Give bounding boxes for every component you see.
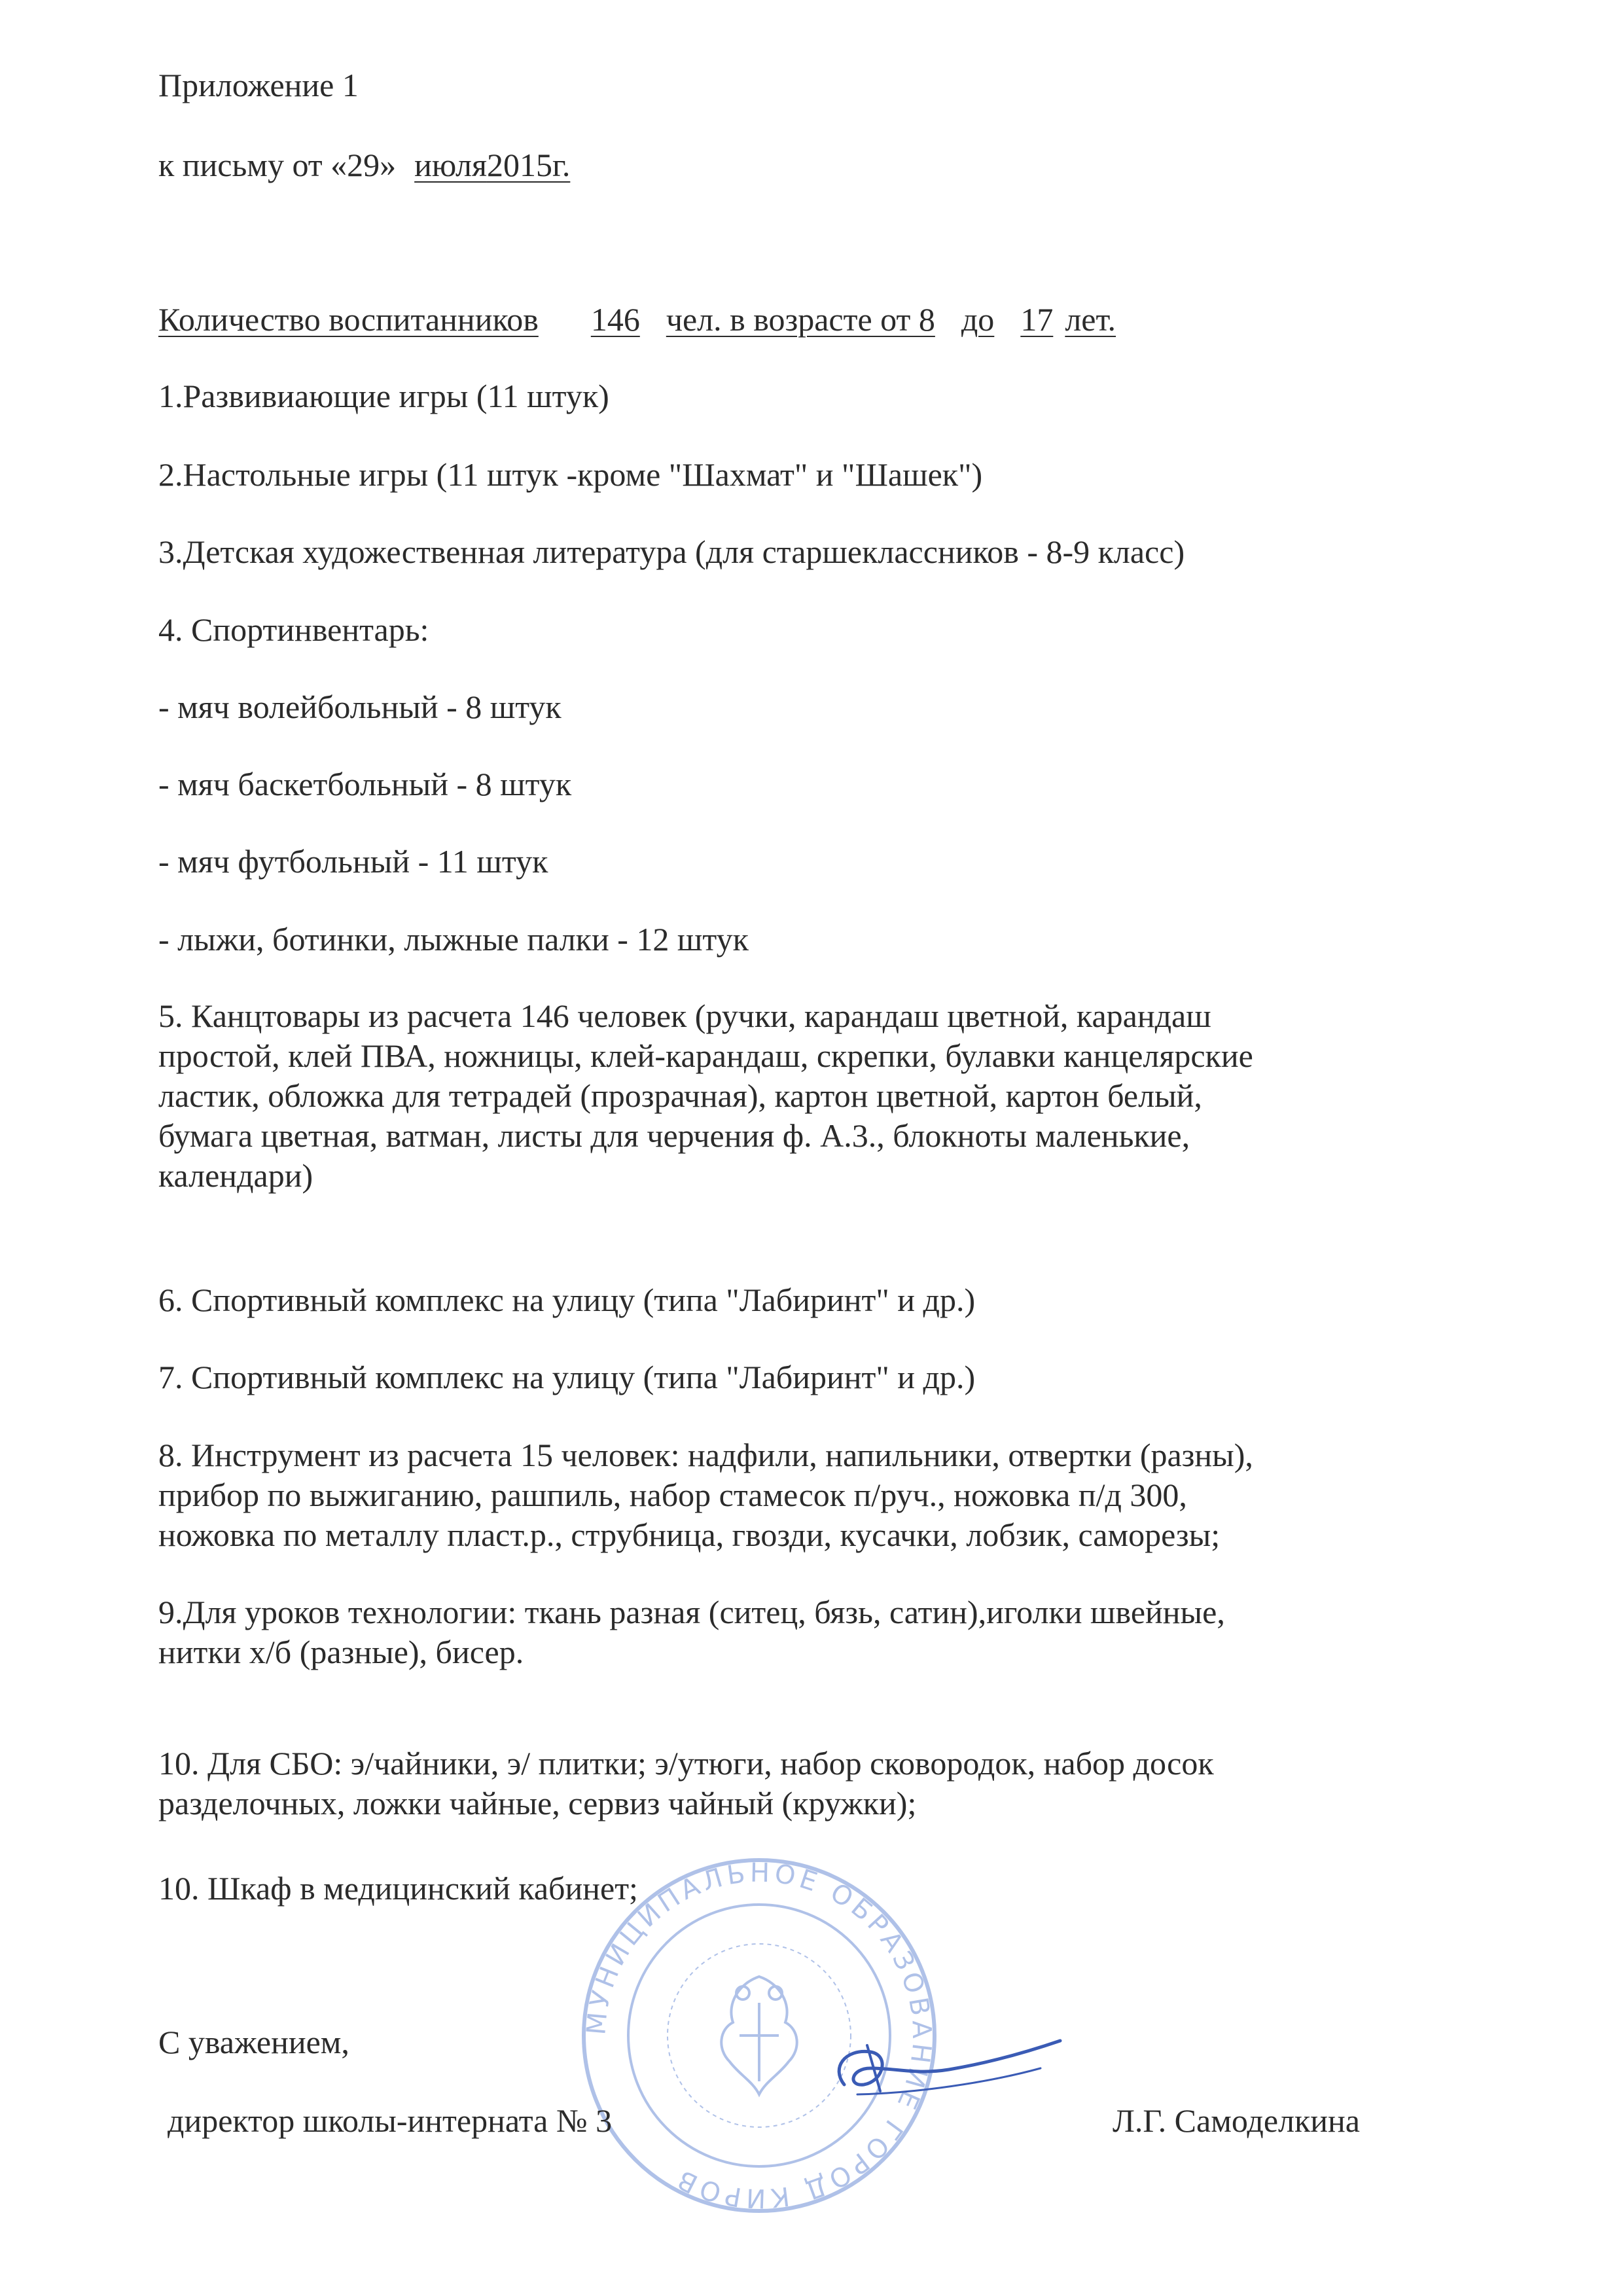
item5-line: простой, клей ПВА, ножницы, клей-карандаш, скрепки, булавки канцелярские xyxy=(158,1037,1253,1074)
letter-date-prefix: к письму от «29» xyxy=(158,147,397,183)
signer-name: Л.Г. Самоделкина xyxy=(1113,2102,1361,2139)
list-item: 2.Настольные игры (11 штук -кроме "Шахмат" и "Шашек") xyxy=(158,456,983,493)
item9-line: 9.Для уроков технологии: ткань разная (ситец, бязь, сатин),иголки швейные, xyxy=(158,1594,1225,1630)
item10a-line: разделочных, ложки чайные, сервиз чайный (кружки); xyxy=(158,1785,917,1821)
closing-regards: С уважением, xyxy=(158,2024,349,2060)
item5-line: 5. Канцтовары из расчета 146 человек (ручки, карандаш цветной, карандаш xyxy=(158,997,1211,1034)
item10a-line: 10. Для СБО: э/чайники, э/ плитки; э/утюги, набор сковородок, набор досок xyxy=(158,1745,1214,1782)
item8-line: прибор по выжиганию, рашпиль, набор стамесок п/руч., ножовка п/д 300, xyxy=(158,1477,1187,1513)
list-item: - мяч баскетбольный - 8 штук xyxy=(158,766,572,802)
pupils-unit: чел. в возрасте от 8 xyxy=(666,301,935,338)
list-item: 10. Шкаф в медицинский кабинет; xyxy=(158,1870,638,1907)
item5-line: бумага цветная, ватман, листы для черчения ф. А.3., блокноты маленькие, xyxy=(158,1117,1190,1154)
letter-date xyxy=(158,145,570,185)
pupils-count: 146 xyxy=(590,301,640,338)
handwritten-signature-icon xyxy=(818,2022,1067,2114)
item8-line: ножовка по металлу пласт.р., струбница, гвозди, кусачки, лобзик, саморезы; xyxy=(158,1516,1221,1553)
age-to: до xyxy=(961,301,995,338)
letter-date-year: 2015г. xyxy=(486,147,571,183)
appendix-title: Приложение 1 xyxy=(158,67,359,103)
coat-of-arms-icon xyxy=(721,1977,796,2094)
item5-line: календари) xyxy=(158,1157,313,1194)
age-max: 17 xyxy=(1020,301,1054,338)
list-item: - лыжи, ботинки, лыжные палки - 12 штук xyxy=(158,921,749,958)
signer-position: директор школы-интерната № 3 xyxy=(168,2102,613,2139)
pupils-label: Количество воспитанников xyxy=(158,301,539,338)
list-item: 1.Развивиающие игры (11 штук) xyxy=(158,378,609,414)
item8-line: 8. Инструмент из расчета 15 человек: надфили, напильники, отвертки (разны), xyxy=(158,1437,1253,1473)
stamp-text: МУНИЦИПАЛЬНОЕ ОБРАЗОВАНИЕ ГОРОД КИРОВ xyxy=(581,1857,937,2214)
list-item: 4. Спортинвентарь: xyxy=(158,611,429,648)
pupils-summary xyxy=(158,300,1116,339)
list-item: 3.Детская художественная литература (для старшеклассников - 8-9 класс) xyxy=(158,533,1185,570)
letter-date-month: июля xyxy=(414,147,487,183)
item9-line: нитки х/б (разные), бисер. xyxy=(158,1634,524,1670)
list-item: - мяч волейбольный - 8 штук xyxy=(158,689,562,725)
list-item: 6. Спортивный комплекс на улицу (типа "Лабиринт" и др.) xyxy=(158,1282,976,1318)
list-item: 7. Спортивный комплекс на улицу (типа "Лабиринт" и др.) xyxy=(158,1359,976,1395)
item5-line: ластик, обложка для тетрадей (прозрачная), картон цветной, картон белый, xyxy=(158,1077,1202,1114)
list-item: - мяч футбольный - 11 штук xyxy=(158,843,548,880)
age-years: лет. xyxy=(1065,301,1116,338)
